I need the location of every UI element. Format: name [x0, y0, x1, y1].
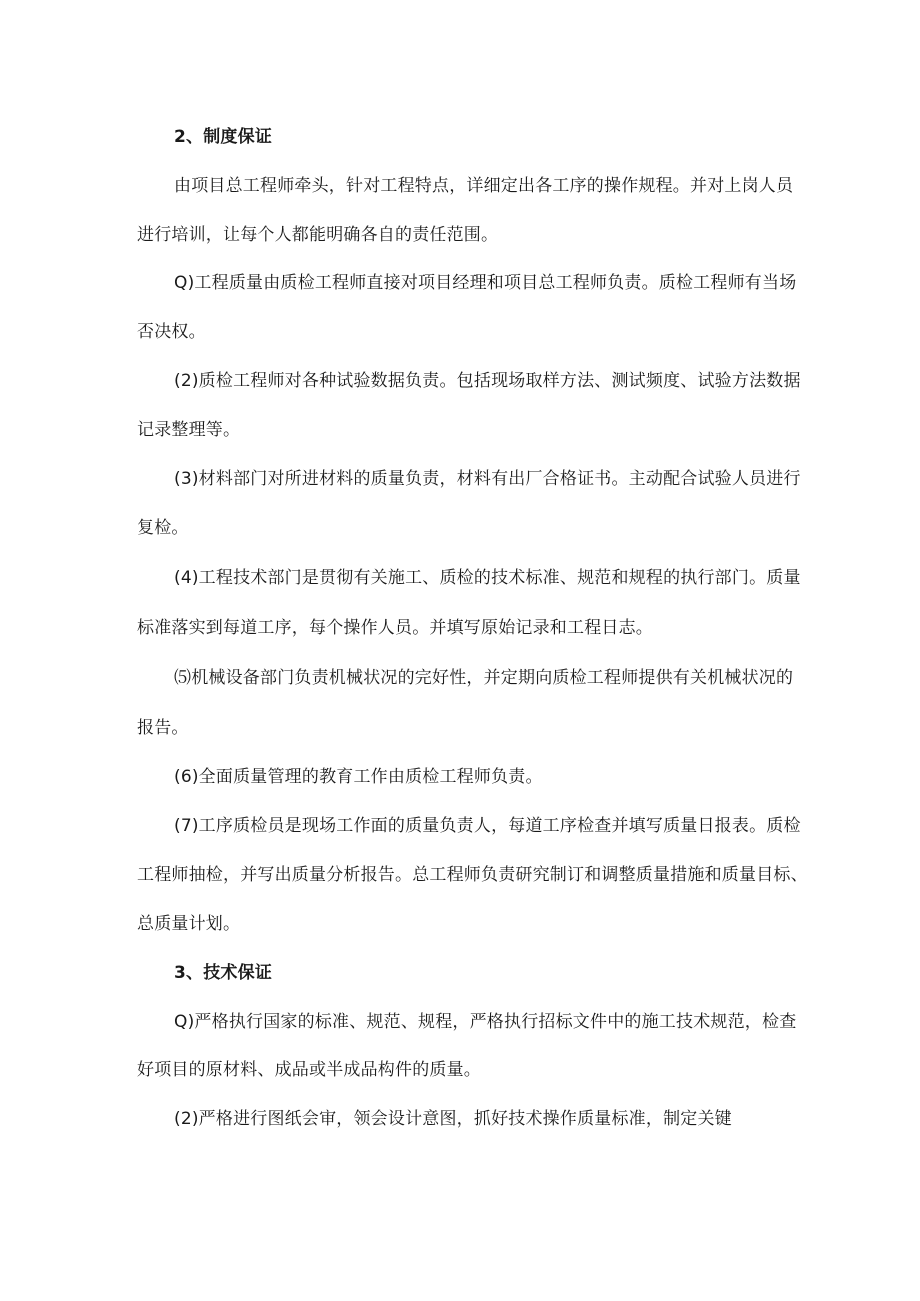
paragraph-line: (2)严格进行图纸会审，领会设计意图，抓好技术操作质量标准，制定关键: [174, 1109, 732, 1129]
paragraph-line: 否决权。: [137, 322, 206, 342]
section-heading: 2、制度保证: [174, 127, 273, 147]
paragraph-line: (6)全面质量管理的教育工作由质检工程师负责。: [174, 767, 543, 787]
paragraph-line: (4)工程技术部门是贯彻有关施工、质检的技术标准、规范和规程的执行部门。质量: [174, 568, 801, 588]
paragraph-line: (3)材料部门对所进材料的质量负责，材料有出厂合格证书。主动配合试验人员进行: [174, 469, 801, 489]
paragraph-line: (7)工序质检员是现场工作面的质量负责人，每道工序检查并填写质量日报表。质检: [174, 816, 801, 836]
paragraph-line: 复检。: [137, 518, 189, 538]
paragraph-line: 标准落实到每道工序，每个操作人员。并填写原始记录和工程日志。: [137, 618, 653, 638]
section-heading: 3、技术保证: [174, 963, 273, 983]
paragraph-line: 进行培训，让每个人都能明确各自的责任范围。: [137, 225, 499, 245]
paragraph-line: 好项目的原材料、成品或半成品构件的质量。: [137, 1060, 481, 1080]
paragraph-line: Q)工程质量由质检工程师直接对项目经理和项目总工程师负责。质检工程师有当场: [174, 273, 797, 293]
paragraph-line: Q)严格执行国家的标准、规范、规程，严格执行招标文件中的施工技术规范，检查: [174, 1012, 797, 1032]
paragraph-line: 由项目总工程师牵头，针对工程特点，详细定出各工序的操作规程。并对上岗人员: [174, 176, 794, 196]
paragraph-line: 报告。: [137, 718, 189, 738]
paragraph-line: 工程师抽检，并写出质量分析报告。总工程师负责研究制订和调整质量措施和质量目标、: [137, 865, 808, 885]
paragraph-line: 记录整理等。: [137, 420, 241, 440]
paragraph-line: ⑸机械设备部门负责机械状况的完好性，并定期向质检工程师提供有关机械状况的: [174, 668, 794, 688]
paragraph-line: (2)质检工程师对各种试验数据负责。包括现场取样方法、测试频度、试验方法数据: [174, 371, 801, 391]
paragraph-line: 总质量计划。: [137, 914, 241, 934]
